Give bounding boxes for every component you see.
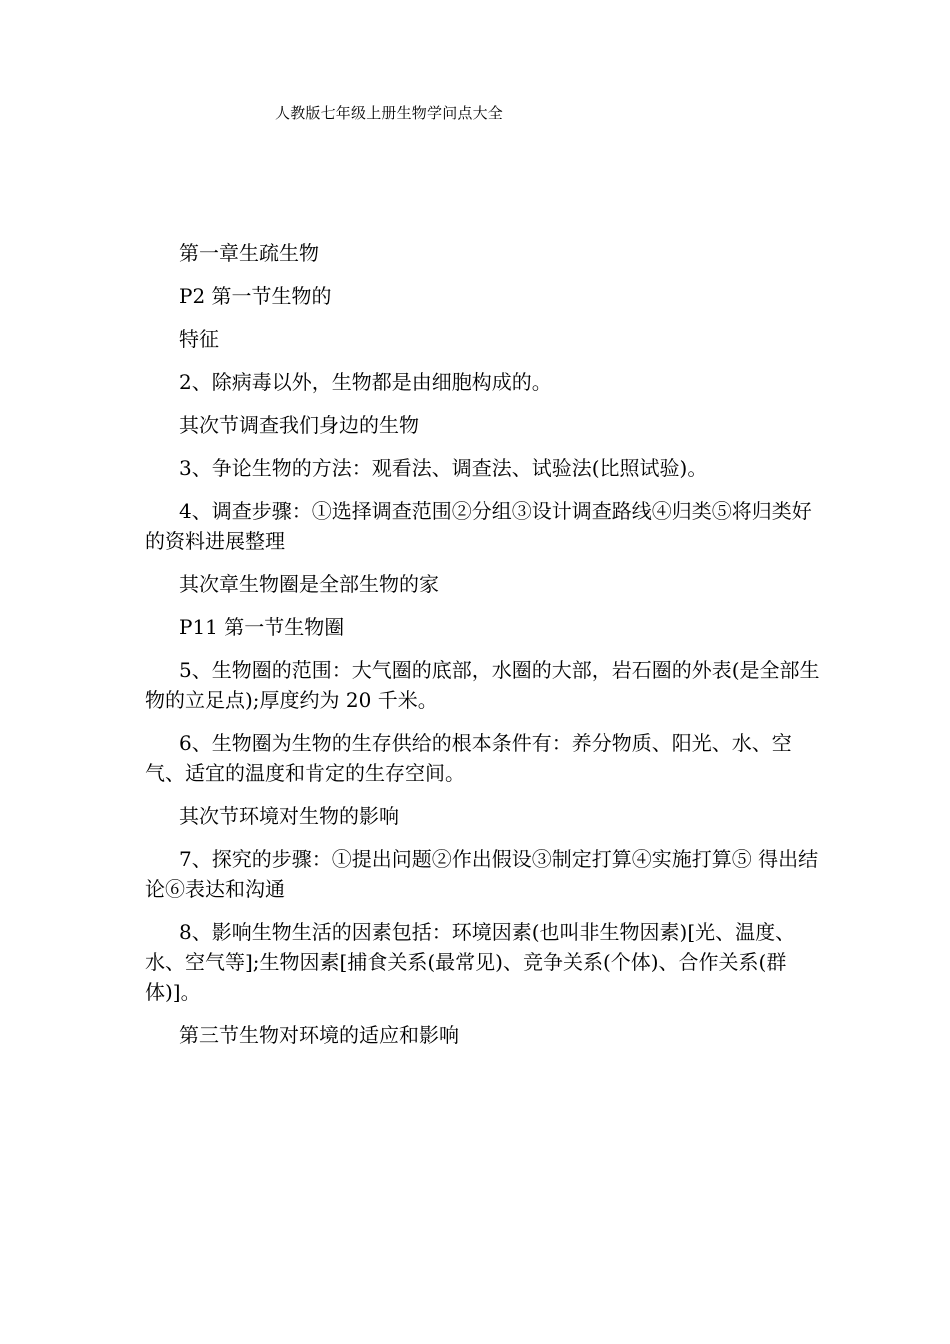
section-heading: P11 第一节生物圈 — [179, 615, 345, 639]
knowledge-point: 3、争论生物的方法：观看法、调查法、试验法(比照试验)。 — [179, 456, 708, 480]
page-title: 人教版七年级上册生物学问点大全 — [275, 104, 504, 122]
section-heading: P2 第一节生物的 — [179, 284, 332, 308]
knowledge-point: 7、探究的步骤：①提出问题②作出假设③制定打算④实施打算⑤ 得出结论⑥表达和沟通 — [145, 847, 819, 901]
chapter-heading: 其次章生物圈是全部生物的家 — [179, 572, 439, 596]
chapter-heading: 第一章生疏生物 — [179, 241, 319, 265]
section-heading: 其次节环境对生物的影响 — [179, 804, 399, 828]
document-body — [145, 238, 825, 1063]
section-heading: 第三节生物对环境的适应和影响 — [179, 1023, 459, 1047]
section-heading-continued: 特征 — [179, 327, 219, 351]
knowledge-point: 4、调查步骤：①选择调查范围②分组③设计调查路线④归类⑤将归类好的资料进展整理 — [145, 499, 812, 553]
knowledge-point: 8、影响生物生活的因素包括：环境因素(也叫非生物因素)[光、温度、水、空气等];生物因素[捕食关系(最常见)、竞争关系(个体)、合作关系(群体)]。 — [145, 920, 796, 1004]
knowledge-point: 6、生物圈为生物的生存供给的根本条件有：养分物质、阳光、水、空气、适宜的温度和肯定的生存空间。 — [145, 731, 792, 785]
knowledge-point: 5、生物圈的范围：大气圈的底部，水圈的大部，岩石圈的外表(是全部生物的立足点);厚度约为 20 千米。 — [145, 658, 820, 712]
section-heading: 其次节调查我们身边的生物 — [179, 413, 419, 437]
knowledge-point: 2、除病毒以外，生物都是由细胞构成的。 — [179, 370, 552, 394]
